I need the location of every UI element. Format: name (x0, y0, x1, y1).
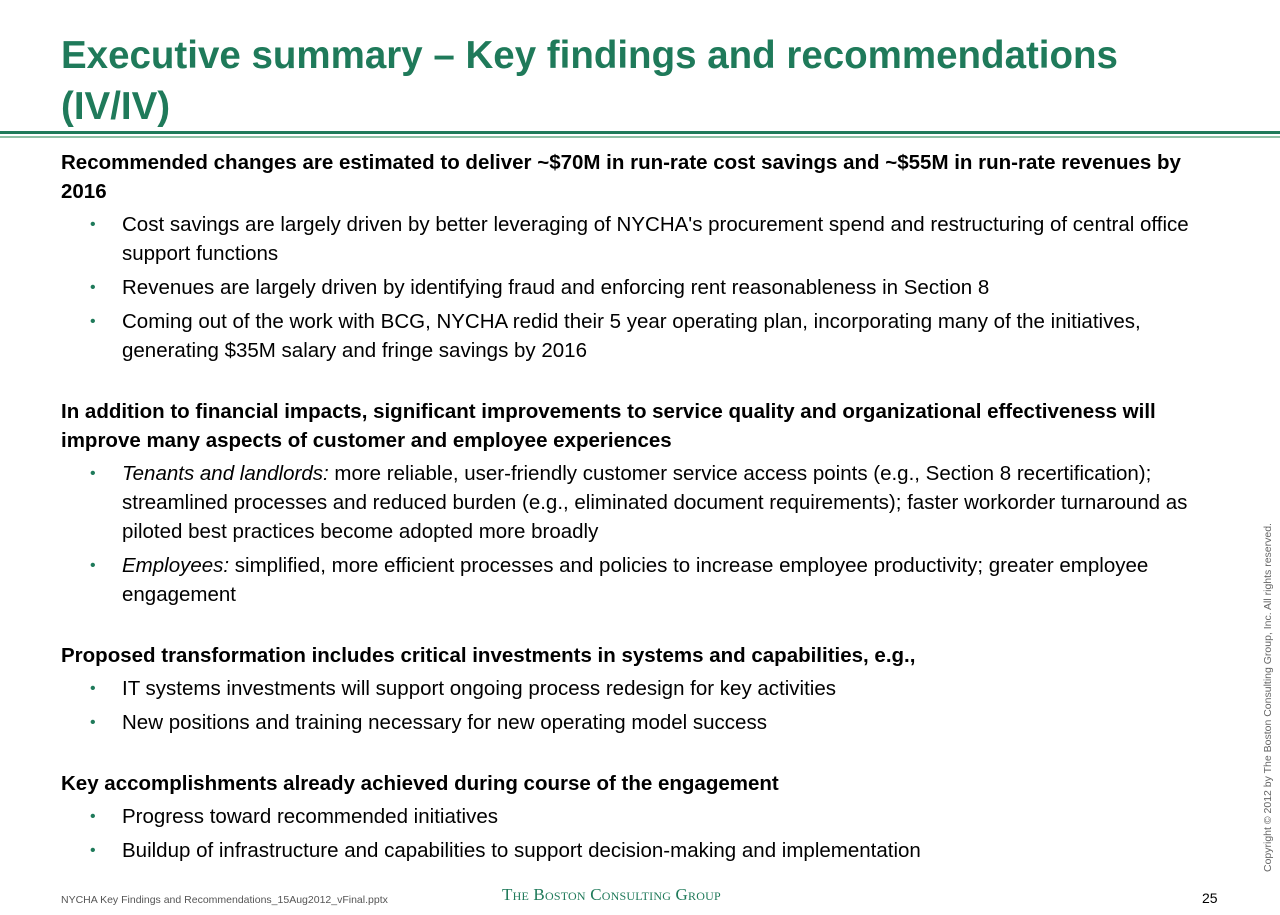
section-heading: Recommended changes are estimated to deliver ~$70M in run-rate cost savings and ~$55M in run-rate revenues by 2016 (61, 151, 1181, 203)
bullet-item (61, 273, 1221, 302)
bullet-text: IT systems investments will support ongoing process redesign for key activities (122, 677, 837, 700)
title-divider-thin (0, 136, 1280, 138)
bullet-lead: Employees: (122, 554, 230, 577)
bullet-icon: • (90, 557, 96, 574)
bullet-icon: • (90, 808, 96, 825)
bullet-icon: • (90, 465, 96, 482)
copyright-notice: Copyright © 2012 by The Boston Consulting Group, Inc. All rights reserved. (1262, 523, 1274, 872)
section-heading: In addition to financial impacts, significant improvements to service quality and organizational effectiveness will improve many aspects of customer and employee experiences (61, 400, 1156, 452)
section-service-quality (61, 397, 1221, 609)
bullet-item (61, 802, 1221, 831)
bullet-list (61, 459, 1221, 609)
bullet-icon: • (90, 313, 96, 330)
bullet-list (61, 802, 1221, 865)
title-divider-thick (0, 131, 1280, 134)
bullet-text: Revenues are largely driven by identifying fraud and enforcing rent reasonableness in Section 8 (122, 276, 990, 299)
bullet-item (61, 551, 1221, 609)
bullet-text: Buildup of infrastructure and capabilities to support decision-making and implementation (122, 839, 921, 862)
bullet-icon: • (90, 842, 96, 859)
footer-filename: NYCHA Key Findings and Recommendations_15Aug2012_vFinal.pptx (61, 894, 388, 906)
bullet-item (61, 674, 1221, 703)
bullet-icon: • (90, 680, 96, 697)
page-number: 25 (1202, 890, 1218, 906)
bullet-text: Cost savings are largely driven by better leveraging of NYCHA's procurement spend and restructuring of central office support functions (122, 213, 1189, 265)
bullet-icon: • (90, 216, 96, 233)
bullet-item (61, 836, 1221, 865)
bullet-item (61, 708, 1221, 737)
bullet-text: New positions and training necessary for new operating model success (122, 711, 767, 734)
bullet-text: simplified, more efficient processes and policies to increase employee productivity; greater employee engagement (122, 554, 1149, 606)
bullet-text: more reliable, user-friendly customer service access points (e.g., Section 8 recertification); streamlined processes and reduced burden (e.g., eliminated document requirements); faster workorder turnaround as piloted best practices become adopted more broadly (122, 462, 1188, 543)
bullet-list (61, 674, 1221, 737)
bullet-item (61, 307, 1221, 365)
section-investments (61, 641, 1221, 737)
bullet-icon: • (90, 279, 96, 296)
section-financial-impact (61, 148, 1221, 365)
bullet-text: Coming out of the work with BCG, NYCHA redid their 5 year operating plan, incorporating many of the initiatives, generating $35M salary and fringe savings by 2016 (122, 310, 1141, 362)
bullet-lead: Tenants and landlords: (122, 462, 329, 485)
section-accomplishments (61, 769, 1221, 865)
slide-content (61, 148, 1221, 865)
page-title: Executive summary – Key findings and recommendations (IV/IV) (61, 34, 1118, 128)
bullet-text: Progress toward recommended initiatives (122, 805, 498, 828)
section-heading: Proposed transformation includes critical investments in systems and capabilities, e.g., (61, 644, 916, 667)
bullet-icon: • (90, 714, 96, 731)
bullet-list (61, 210, 1221, 365)
bullet-item (61, 459, 1221, 546)
company-logo: The Boston Consulting Group (502, 885, 721, 904)
bullet-item (61, 210, 1221, 268)
section-heading: Key accomplishments already achieved during course of the engagement (61, 772, 779, 795)
